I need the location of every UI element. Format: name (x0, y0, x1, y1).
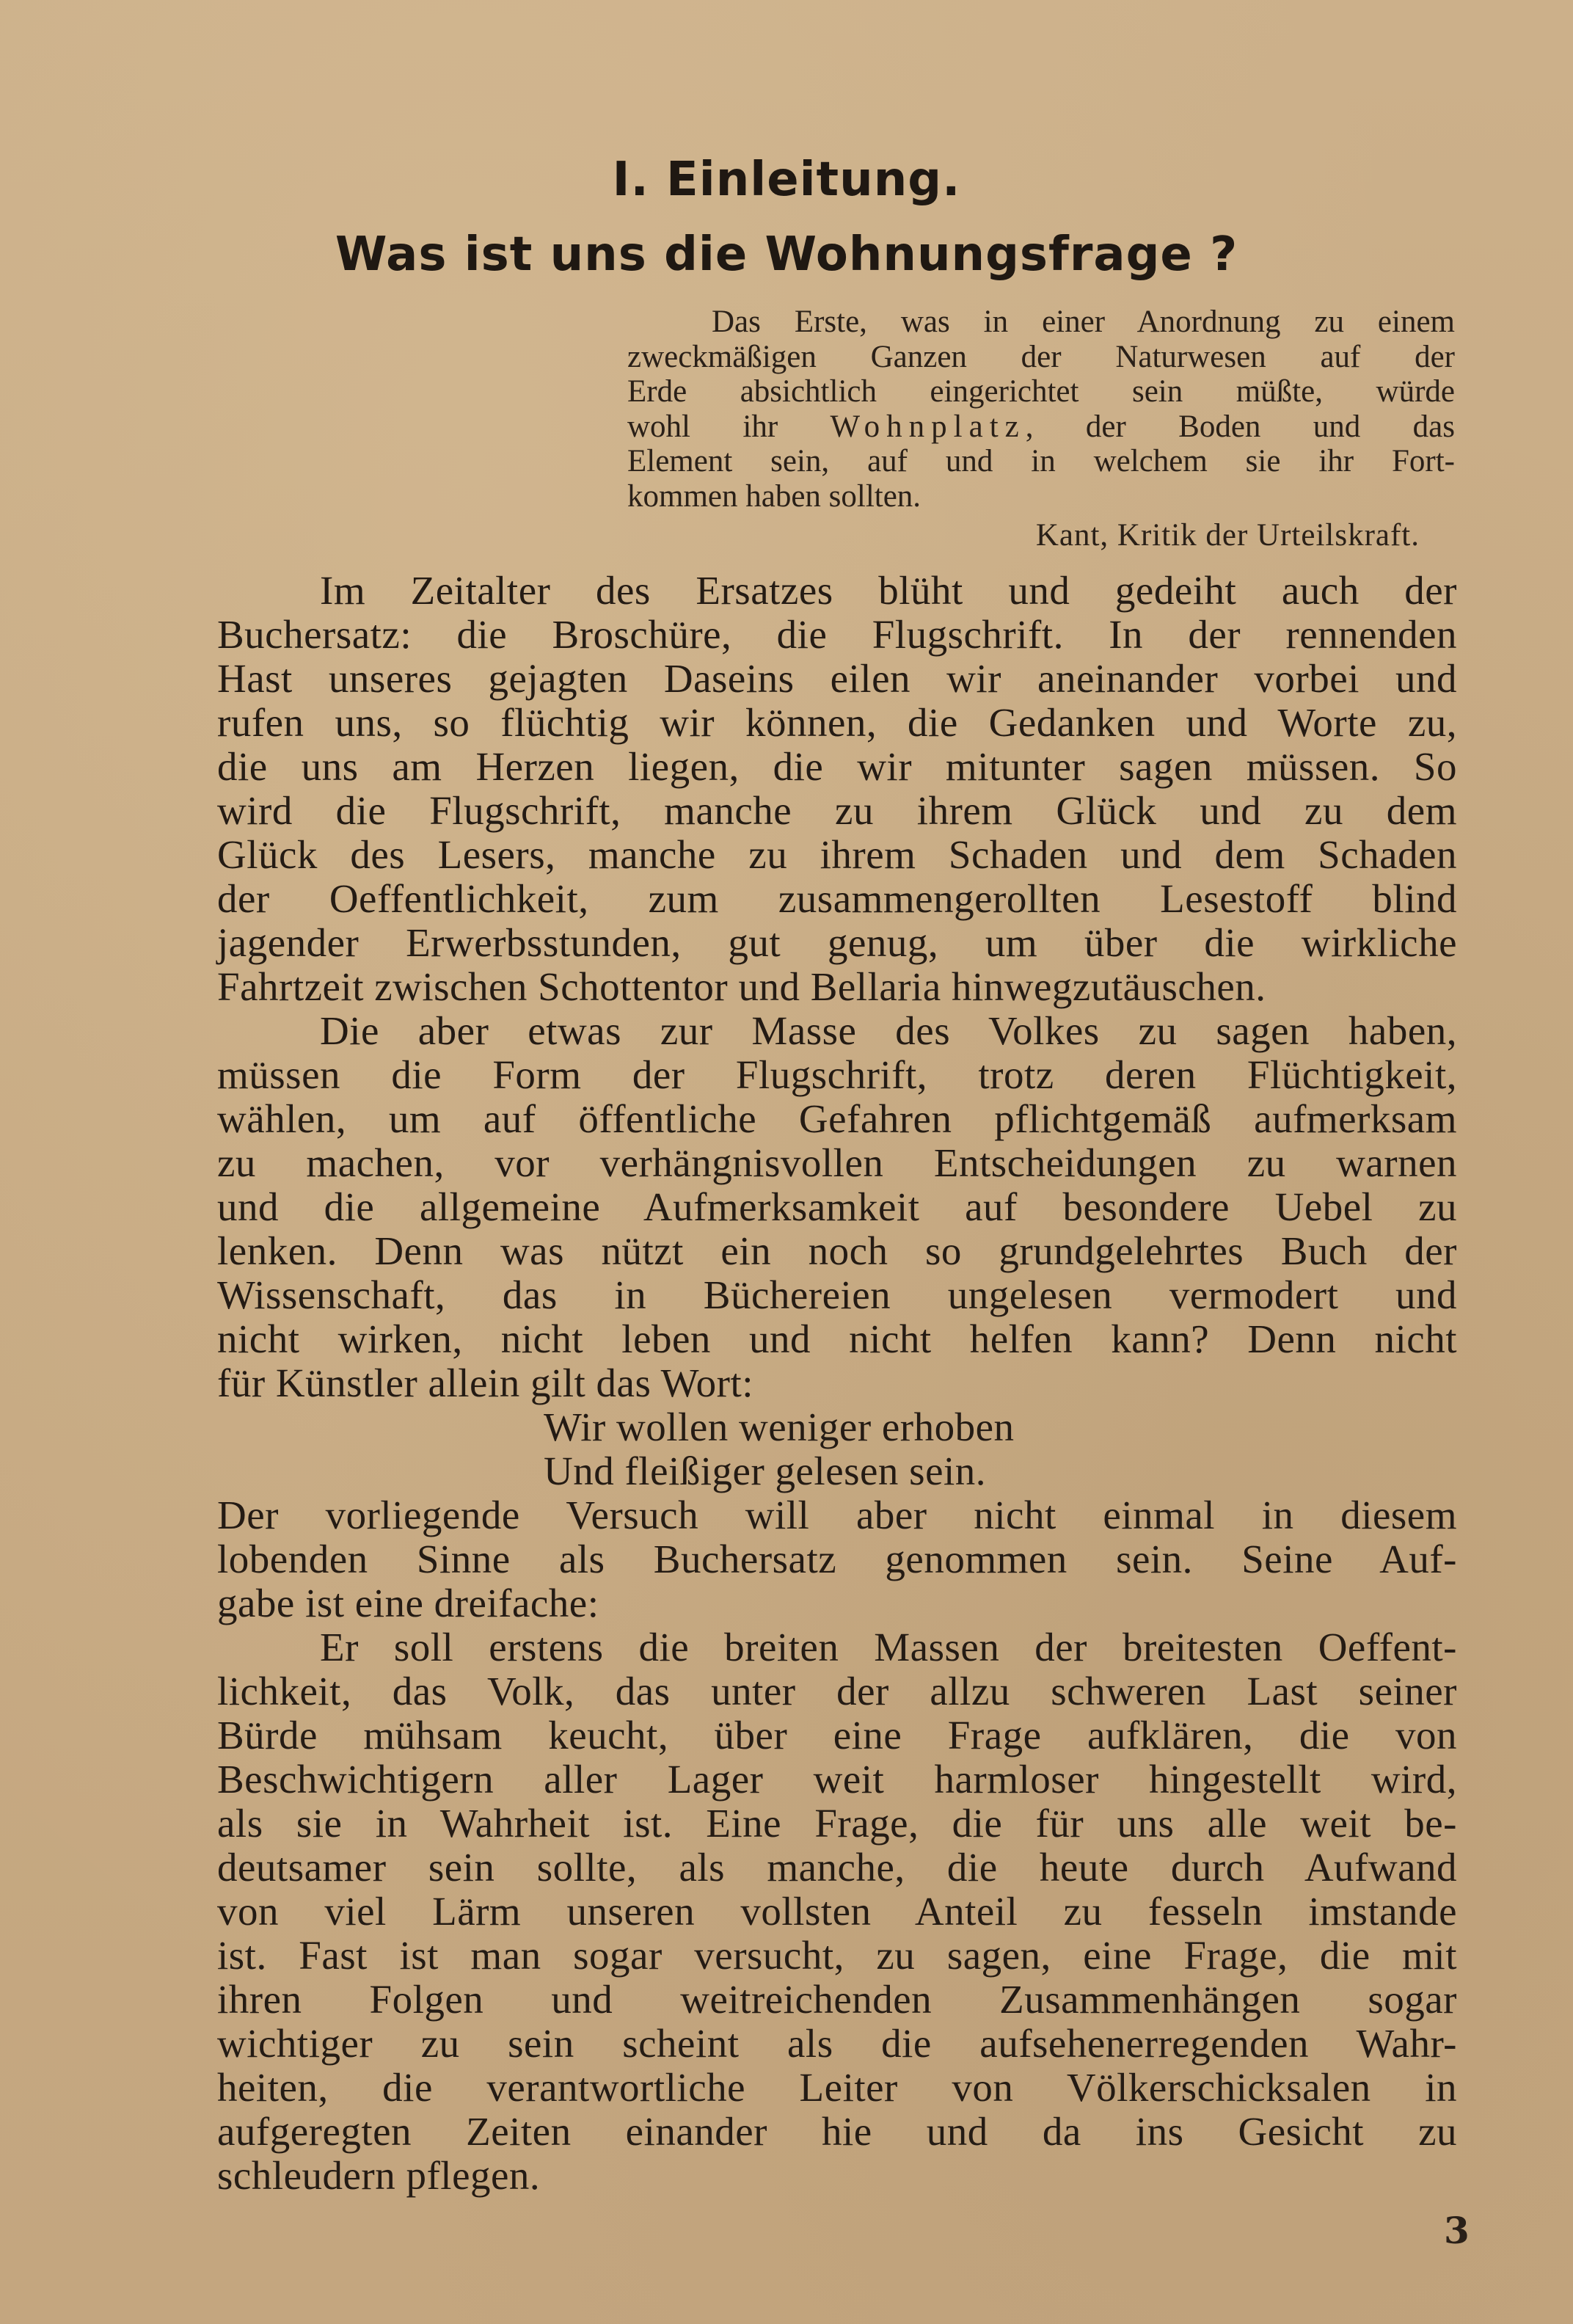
epigraph-line: Element sein, auf und in welchem sie ihr Fort- (627, 444, 1455, 478)
epigraph-source: Kant, Kritik der Urteilskraft. (1035, 518, 1420, 553)
section-title: Was ist uns die Wohnungsfrage ? (335, 227, 1238, 282)
paragraph-3-line: gabe ist eine dreifache: (217, 1581, 599, 1625)
epigraph-text: wohl ihr (627, 409, 831, 444)
paragraph-4-line: Er soll erstens die breiten Massen der breitesten Oeffent- (320, 1625, 1457, 1669)
paragraph-4-line: heiten, die verantwortliche Leiter von Völkerschicksalen in (217, 2065, 1457, 2110)
paragraph-1-line: wird die Flugschrift, manche zu ihrem Glück und zu dem (217, 788, 1457, 833)
paragraph-4-line: schleudern pflegen. (217, 2153, 541, 2198)
paragraph-2-line: nicht wirken, nicht leben und nicht helfen kann? Denn nicht (217, 1316, 1457, 1361)
paragraph-4-line: Bürde mühsam keucht, über eine Frage aufklären, die von (217, 1713, 1457, 1757)
paragraph-1-line: die uns am Herzen liegen, die wir mitunter sagen müssen. So (217, 744, 1457, 789)
paragraph-2-line: müssen die Form der Flugschrift, trotz deren Flüchtigkeit, (217, 1052, 1457, 1097)
paragraph-1-line: rufen uns, so flüchtig wir können, die Gedanken und Worte zu, (217, 700, 1457, 745)
paragraph-3-line: Der vorliegende Versuch will aber nicht einmal in diesem (217, 1493, 1457, 1537)
epigraph-line: zweckmäßigen Ganzen der Naturwesen auf der (627, 339, 1455, 374)
paragraph-4-line: deutsamer sein sollte, als manche, die heute durch Aufwand (217, 1845, 1457, 1890)
epigraph (627, 305, 1455, 514)
paragraph-4-line: als sie in Wahrheit ist. Eine Frage, die für uns alle weit be- (217, 1801, 1457, 1846)
paragraph-2-line: Die aber etwas zur Masse des Volkes zu sagen haben, (320, 1008, 1457, 1053)
chapter-heading: I. Einleitung. (612, 153, 961, 207)
paragraph-2-line: wählen, um auf öffentliche Gefahren pflichtgemäß aufmerksam (217, 1096, 1457, 1141)
paragraph-2-line: und die allgemeine Aufmerksamkeit auf besondere Uebel zu (217, 1184, 1457, 1229)
epigraph-text: , der Boden und das (1025, 409, 1455, 444)
paragraph-4-line: lichkeit, das Volk, das unter der allzu schweren Last seiner (217, 1669, 1457, 1713)
paragraph-2-line: für Künstler allein gilt das Wort: (217, 1360, 754, 1405)
epigraph-line (627, 409, 1455, 445)
paragraph-2-line: zu machen, vor verhängnisvollen Entscheidungen zu warnen (217, 1140, 1457, 1185)
paragraph-4-line: Beschwichtigern aller Lager weit harmloser hingestellt wird, (217, 1757, 1457, 1802)
paragraph-4-line: ihren Folgen und weitreichenden Zusammenhängen sogar (217, 1977, 1457, 2022)
verse-line: Und fleißiger gelesen sein. (544, 1449, 987, 1493)
paragraph-1-line: Glück des Lesers, manche zu ihrem Schaden und dem Schaden (217, 832, 1457, 877)
paragraph-4-line: wichtiger zu sein scheint als die aufsehenerregenden Wahr- (217, 2021, 1457, 2066)
epigraph-line: Das Erste, was in einer Anordnung zu einem (712, 305, 1455, 339)
paragraph-1-line: der Oeffentlichkeit, zum zusammengerollten Lesestoff blind (217, 876, 1457, 921)
paragraph-3-line: lobenden Sinne als Buchersatz genommen sein. Seine Auf- (217, 1537, 1457, 1581)
emphasized-word: Wohnplatz (830, 409, 1026, 444)
paragraph-4-line: aufgeregten Zeiten einander hie und da ins Gesicht zu (217, 2109, 1457, 2154)
epigraph-line: kommen haben sollten. (627, 478, 921, 514)
paragraph-4-line: von viel Lärm unseren vollsten Anteil zu fesseln imstande (217, 1889, 1457, 1934)
paragraph-4-line: ist. Fast ist man sogar versucht, zu sagen, eine Frage, die mit (217, 1933, 1457, 1978)
paragraph-2-line: lenken. Denn was nützt ein noch so grundgelehrtes Buch der (217, 1228, 1457, 1273)
verse-line: Wir wollen weniger erhoben (544, 1405, 1015, 1449)
paragraph-2-line: Wissenschaft, das in Büchereien ungelesen vermodert und (217, 1272, 1457, 1317)
paragraph-1-line: Hast unseres gejagten Daseins eilen wir aneinander vorbei und (217, 656, 1457, 701)
epigraph-line: Erde absichtlich eingerichtet sein müßte, würde (627, 374, 1455, 409)
paragraph-1-line: Buchersatz: die Broschüre, die Flugschrift. In der rennenden (217, 612, 1457, 657)
paragraph-1-line: jagender Erwerbsstunden, gut genug, um über die wirkliche (217, 920, 1457, 965)
paragraph-1-line: Fahrtzeit zwischen Schottentor und Bellaria hinwegzutäuschen. (217, 964, 1266, 1009)
body-text (217, 569, 1457, 2198)
paragraph-1-line: Im Zeitalter des Ersatzes blüht und gedeiht auch der (320, 568, 1457, 613)
page-number: 3 (1444, 2209, 1470, 2252)
